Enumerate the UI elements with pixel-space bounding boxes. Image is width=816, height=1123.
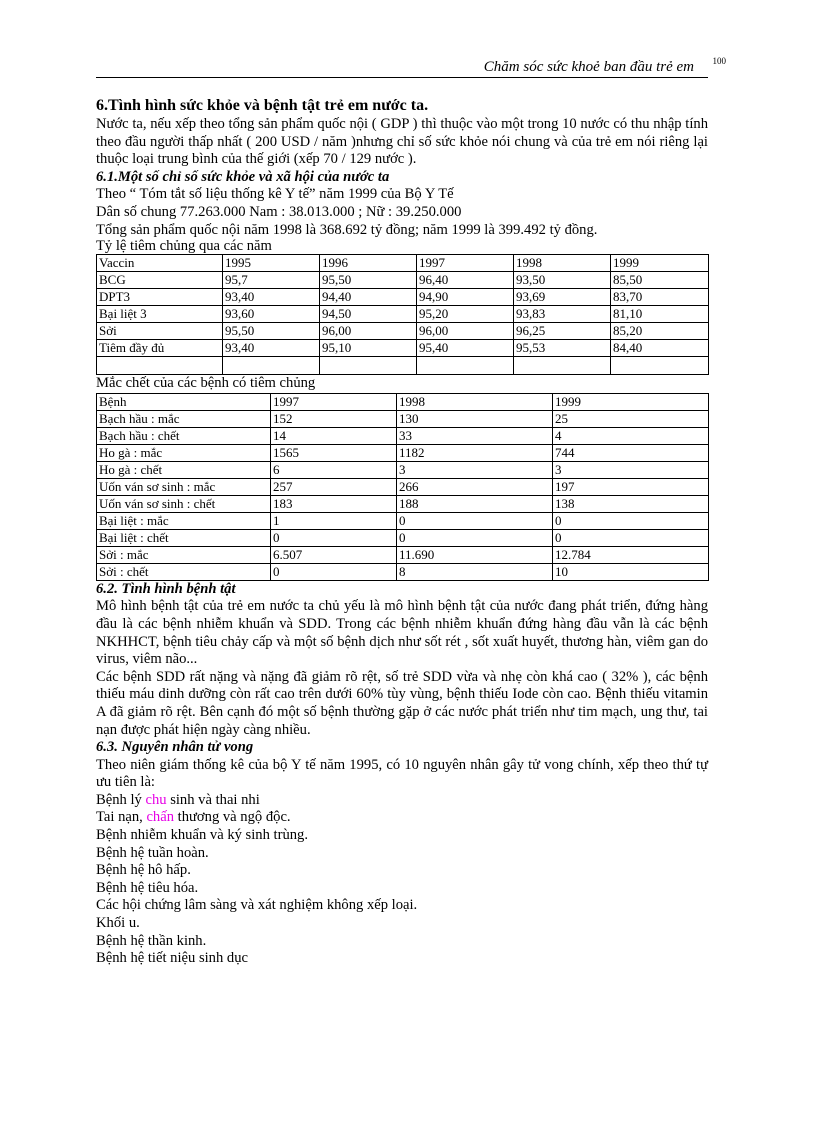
cause-item: Tai nạn, chấn thương và ngộ độc. <box>96 809 291 826</box>
disease-table-row <box>97 529 709 546</box>
vaccine-table-row <box>97 323 709 340</box>
disease-table-row <box>97 444 709 461</box>
table-cell: 0 <box>271 529 397 546</box>
cause-list <box>96 827 708 968</box>
disease-table-header-row <box>97 393 709 410</box>
table-cell: Sởi <box>97 323 223 340</box>
stats-source-line: Theo “ Tóm tắt số liệu thống kê Y tế” năm 1999 của Bộ Y Tế <box>96 186 454 203</box>
header-cell: 1997 <box>417 255 514 272</box>
table-cell: Uốn ván sơ sinh : chết <box>97 495 271 512</box>
table-cell: 83,70 <box>611 289 709 306</box>
table-cell: 95,7 <box>223 272 320 289</box>
page-number: 100 <box>712 56 726 66</box>
table-cell: 14 <box>271 427 397 444</box>
vaccine-table-row <box>97 272 709 289</box>
table-cell: 96,00 <box>320 323 417 340</box>
table-cell: 84,40 <box>611 340 709 357</box>
table-cell <box>223 357 320 375</box>
table-cell: Ho gà : chết <box>97 461 271 478</box>
table-cell: 0 <box>397 529 553 546</box>
table-cell: 81,10 <box>611 306 709 323</box>
table-cell: 0 <box>397 512 553 529</box>
table-cell: 93,83 <box>514 306 611 323</box>
disease-table-row <box>97 495 709 512</box>
table-cell: 93,40 <box>223 340 320 357</box>
table-cell: 95,50 <box>320 272 417 289</box>
table-cell: 94,50 <box>320 306 417 323</box>
table-cell: Bạch hầu : mắc <box>97 410 271 427</box>
table-cell: Sởi : chết <box>97 563 271 580</box>
cause-item: Khối u. <box>96 915 140 932</box>
table-cell <box>97 357 223 375</box>
table-cell: 95,50 <box>223 323 320 340</box>
table-cell: 12.784 <box>553 546 709 563</box>
header-cell: 1998 <box>397 393 553 410</box>
vaccine-table-header-row <box>97 255 709 272</box>
table-cell: 96,25 <box>514 323 611 340</box>
vaccine-table-row <box>97 340 709 357</box>
disease-table-row <box>97 478 709 495</box>
disease-table-caption: Mắc chết của các bệnh có tiêm chủng <box>96 375 316 392</box>
cause-item: Bệnh hệ tuần hoàn. <box>96 844 209 861</box>
highlighted-word: chấn <box>146 809 175 826</box>
section-6-3-title: 6.3. Nguyên nhân tử vong <box>96 739 254 756</box>
table-cell: Bại liệt : mắc <box>97 512 271 529</box>
header-cell: 1997 <box>271 393 397 410</box>
table-cell: Sởi : mắc <box>97 546 271 563</box>
section-6-2-para-1: Mô hình bệnh tật của trẻ em nước ta chủ yếu là mô hình bệnh tật của nước đang phát triển, đứng hàng đầu là các bệnh nhiễm khuẩn và SDD. Trong các bệnh nhiễm khuẩn đứng hàng đầu vẫn là các bệnh NKHHCT, bệnh tiêu chảy cấp và một số bệnh dịch như sốt rét , sốt xuất huyết, thương hàn, viêm gan do virus, viêm não... <box>96 598 708 668</box>
header-cell: 1996 <box>320 255 417 272</box>
table-cell: 183 <box>271 495 397 512</box>
table-cell: 94,40 <box>320 289 417 306</box>
table-cell <box>611 357 709 375</box>
table-cell: 93,50 <box>514 272 611 289</box>
vaccine-table-row <box>97 289 709 306</box>
table-cell: 93,69 <box>514 289 611 306</box>
table-cell: 85,20 <box>611 323 709 340</box>
vaccine-table-empty-row <box>97 357 709 375</box>
disease-table-row <box>97 410 709 427</box>
table-cell: 1182 <box>397 444 553 461</box>
table-cell: 95,20 <box>417 306 514 323</box>
table-cell: Ho gà : mắc <box>97 444 271 461</box>
table-cell: 0 <box>271 563 397 580</box>
section-6-1-title: 6.1.Một số chỉ số sức khỏe và xã hội của nước ta <box>96 168 390 185</box>
section-6-title: 6.Tình hình sức khỏe và bệnh tật trẻ em nước ta. <box>96 97 429 114</box>
table-cell: 95,40 <box>417 340 514 357</box>
header-cell: 1999 <box>611 255 709 272</box>
table-cell: 96,40 <box>417 272 514 289</box>
table-cell: 188 <box>397 495 553 512</box>
table-cell: 25 <box>553 410 709 427</box>
disease-table-row <box>97 427 709 444</box>
table-cell: 0 <box>553 529 709 546</box>
header-cell: Bệnh <box>97 393 271 410</box>
table-cell: 1565 <box>271 444 397 461</box>
page-content <box>96 96 708 968</box>
header-title: Chăm sóc sức khoẻ ban đầu trẻ em <box>483 59 694 75</box>
table-cell: 8 <box>397 563 553 580</box>
table-cell: 257 <box>271 478 397 495</box>
table-cell: 85,50 <box>611 272 709 289</box>
cause-item: Bệnh nhiễm khuẩn và ký sinh trùng. <box>96 827 308 844</box>
section-6-2-title: 6.2. Tình hình bệnh tật <box>96 580 236 597</box>
table-cell: 744 <box>553 444 709 461</box>
table-cell <box>417 357 514 375</box>
cause-item: Bệnh lý chu sinh và thai nhi <box>96 791 260 808</box>
gdp-line: Tổng sản phẩm quốc nội năm 1998 là 368.692 tỷ đồng; năm 1999 là 399.492 tỷ đồng. <box>96 221 598 238</box>
table-cell: 95,53 <box>514 340 611 357</box>
disease-table-row <box>97 461 709 478</box>
table-cell: 11.690 <box>397 546 553 563</box>
disease-table-row <box>97 512 709 529</box>
section-6-2-para-2: Các bệnh SDD rất nặng và nặng đã giảm rõ rệt, số trẻ SDD vừa và nhẹ còn khá cao ( 32% ), các bệnh thiếu máu dinh dưỡng còn rất cao trên dưới 60% tùy vùng, bệnh thiếu Iode còn cao. Bệnh thiếu vitamin A đã giảm rõ rệt. Bên cạnh đó một số bệnh thường gặp ở các nước phát triển như tim mạch, ung thư, tai nạn được phát hiện ngày càng nhiều. <box>96 668 708 738</box>
table-cell: 96,00 <box>417 323 514 340</box>
population-line: Dân số chung 77.263.000 Nam : 38.013.000 ; Nữ : 39.250.000 <box>96 203 462 220</box>
section-6-3-intro: Theo niên giám thống kê của bộ Y tế năm 1995, có 10 nguyên nhân gây tử vong chính, xếp theo thứ tự ưu tiên là: <box>96 756 708 791</box>
header-cell: 1998 <box>514 255 611 272</box>
disease-table-row <box>97 546 709 563</box>
table-cell: 95,10 <box>320 340 417 357</box>
table-cell: Bại liệt 3 <box>97 306 223 323</box>
page-header <box>96 55 726 78</box>
table-cell: 33 <box>397 427 553 444</box>
table-cell: Bạch hầu : chết <box>97 427 271 444</box>
highlighted-word: chu <box>145 791 167 808</box>
cause-item: Các hội chứng lâm sàng và xát nghiệm không xếp loại. <box>96 897 418 914</box>
table-cell: Bại liệt : chết <box>97 529 271 546</box>
table-cell: 3 <box>397 461 553 478</box>
table-cell: 94,90 <box>417 289 514 306</box>
table-cell: 93,40 <box>223 289 320 306</box>
vaccine-table-caption: Tỷ lệ tiêm chủng qua các năm <box>96 238 272 255</box>
header-cell: 1999 <box>553 393 709 410</box>
table-cell: 93,60 <box>223 306 320 323</box>
table-cell: 1 <box>271 512 397 529</box>
cause-item: Bệnh hệ tiêu hóa. <box>96 879 199 896</box>
table-cell: Uốn ván sơ sinh : mắc <box>97 478 271 495</box>
table-cell: 6 <box>271 461 397 478</box>
table-cell: 0 <box>553 512 709 529</box>
header-cell: 1995 <box>223 255 320 272</box>
table-cell: BCG <box>97 272 223 289</box>
table-cell <box>514 357 611 375</box>
table-cell: 10 <box>553 563 709 580</box>
table-cell: 138 <box>553 495 709 512</box>
header-cell: Vaccin <box>97 255 223 272</box>
table-cell: 197 <box>553 478 709 495</box>
cause-item: Bệnh hệ tiết niệu sinh dục <box>96 950 248 967</box>
cause-item: Bệnh hệ thần kinh. <box>96 932 207 949</box>
table-cell: 6.507 <box>271 546 397 563</box>
table-cell <box>320 357 417 375</box>
vaccine-table-row <box>97 306 709 323</box>
table-cell: 3 <box>553 461 709 478</box>
table-cell: 152 <box>271 410 397 427</box>
cause-item: Bệnh hệ hô hấp. <box>96 862 191 879</box>
table-cell: Tiêm đầy đủ <box>97 340 223 357</box>
table-cell: 266 <box>397 478 553 495</box>
table-cell: 4 <box>553 427 709 444</box>
disease-table-row <box>97 563 709 580</box>
vaccine-table <box>96 254 709 375</box>
section-6-intro: Nước ta, nếu xếp theo tổng sản phẩm quốc nội ( GDP ) thì thuộc vào một trong 10 nước có thu nhập tính theo đầu người thấp nhất ( 200 USD / năm )nhưng chỉ số sức khỏe nói chung và của trẻ em nói riêng lại thuộc loại trung bình của thế giới (xếp 70 / 129 nước ). <box>96 116 708 168</box>
disease-table <box>96 393 709 581</box>
table-cell: DPT3 <box>97 289 223 306</box>
table-cell: 130 <box>397 410 553 427</box>
